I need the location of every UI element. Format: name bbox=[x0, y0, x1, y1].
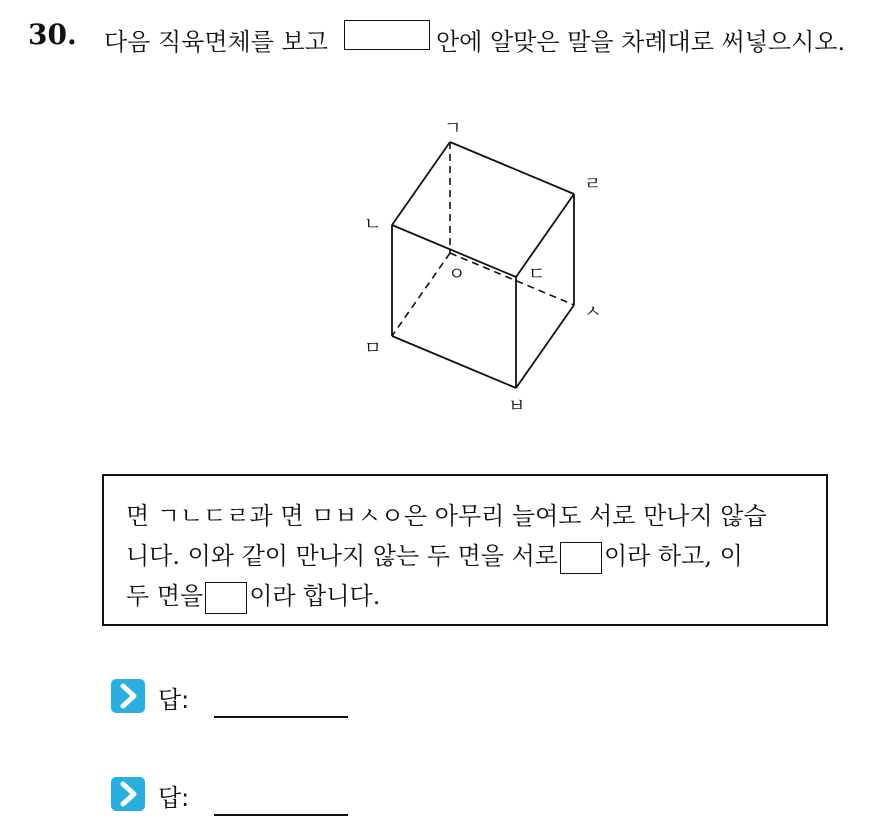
vertex-label-d: ㄷ bbox=[528, 264, 546, 285]
info-line-3-before: 두 면을 bbox=[126, 582, 204, 610]
vertex-label-g: ㄱ bbox=[444, 118, 462, 139]
answer-label-1: 답: bbox=[158, 686, 190, 714]
vertex-label-s: ㅅ bbox=[584, 302, 602, 323]
question-text-before: 다음 직육면체를 보고 bbox=[104, 28, 328, 56]
answer-row-2 bbox=[110, 772, 370, 816]
edge-g-n bbox=[392, 142, 450, 225]
chevron-right-icon bbox=[110, 678, 146, 714]
answer-row-1 bbox=[110, 674, 370, 718]
vertex-label-o: ㅇ bbox=[448, 264, 466, 285]
info-line-3-after: 이라 합니다. bbox=[249, 582, 381, 610]
blank-box-2 bbox=[205, 582, 247, 614]
vertex-label-m: ㅁ bbox=[364, 338, 382, 359]
answer-label-2: 답: bbox=[158, 784, 190, 812]
info-line-2-after: 이라 하고, 이 bbox=[603, 542, 743, 570]
question-header bbox=[28, 16, 878, 56]
hidden-edge-o-s bbox=[450, 253, 574, 305]
info-line-2 bbox=[126, 536, 743, 574]
edge-b-s bbox=[516, 305, 574, 388]
blank-box-1 bbox=[560, 542, 602, 574]
info-line-3 bbox=[126, 576, 380, 614]
question-text-after: 안에 알맞은 말을 차례대로 써넣으시오. bbox=[436, 28, 846, 56]
chevron-right-icon bbox=[110, 776, 146, 812]
info-line-2-before: 니다. 이와 같이 만나지 않는 두 면을 서로 bbox=[126, 542, 558, 570]
vertex-label-r: ㄹ bbox=[584, 174, 602, 195]
edge-m-b bbox=[392, 336, 516, 388]
question-number: 30. bbox=[28, 18, 77, 51]
info-line-1 bbox=[126, 496, 767, 531]
hidden-edge-o-m bbox=[392, 253, 450, 336]
info-line-1-text: 면 ㄱㄴㄷㄹ과 면 ㅁㅂㅅㅇ은 아무리 늘여도 서로 만나지 않습 bbox=[126, 502, 767, 530]
vertex-label-n: ㄴ bbox=[364, 214, 382, 235]
vertex-label-b: ㅂ bbox=[508, 396, 526, 417]
question-blank-box bbox=[344, 20, 430, 50]
cuboid-figure bbox=[340, 110, 620, 430]
edge-g-r bbox=[450, 142, 574, 194]
answer-input-line-2[interactable] bbox=[214, 814, 348, 816]
info-box bbox=[102, 474, 828, 626]
cuboid-diagram bbox=[340, 110, 620, 430]
answer-input-line-1[interactable] bbox=[214, 716, 348, 718]
